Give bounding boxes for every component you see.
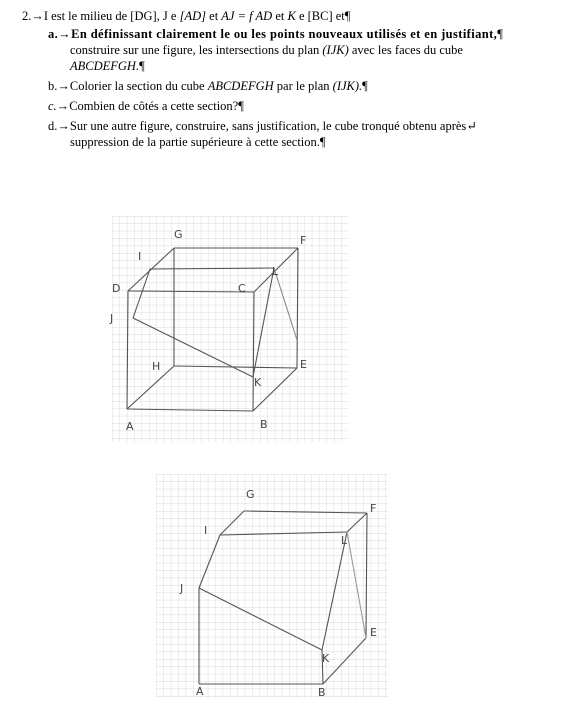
plane-ijk: (IJK). bbox=[332, 79, 363, 93]
label-f: F bbox=[370, 502, 377, 515]
edge-kl bbox=[322, 532, 347, 650]
segment-ad: [AD] bbox=[179, 9, 207, 23]
label-k: K bbox=[254, 376, 262, 389]
edge-fe bbox=[366, 513, 367, 638]
label-e: E bbox=[300, 358, 307, 371]
pilcrow: ¶ bbox=[139, 59, 145, 73]
edge-il bbox=[220, 532, 347, 535]
label-c: C bbox=[238, 282, 246, 295]
tab-arrow: → bbox=[31, 9, 44, 23]
item-a-text: construire sur une figure, les intersections du plan bbox=[70, 43, 323, 57]
item-c-label: c.→ bbox=[48, 99, 70, 113]
item-a-bold-text: En définissant clairement le ou les points nouveaux utilisés et en justifiant, bbox=[71, 27, 498, 41]
edge-jk bbox=[199, 588, 322, 650]
statement-text: et bbox=[272, 9, 288, 23]
label-j: J bbox=[180, 582, 184, 595]
label-k: K bbox=[322, 652, 330, 665]
item-d-text: Sur une autre figure, construire, sans justification, le cube tronqué obtenu après bbox=[69, 119, 467, 133]
edge-ig bbox=[220, 511, 244, 535]
edge-fl bbox=[347, 513, 367, 532]
edge-ji bbox=[199, 535, 220, 588]
pilcrow: ¶ bbox=[319, 135, 326, 149]
label-g: G bbox=[246, 488, 255, 501]
label-l: L bbox=[341, 534, 348, 547]
item-a-label: a.→ bbox=[48, 27, 72, 41]
edge-gf bbox=[244, 511, 367, 513]
point-k: K bbox=[287, 9, 296, 23]
cube-name: ABCDEFGH. bbox=[70, 59, 140, 73]
item-c-text: Combien de côtés a cette section? bbox=[69, 99, 239, 113]
cube-name: ABCDEFGH bbox=[207, 79, 274, 93]
item-b-text: par le plan bbox=[273, 79, 333, 93]
label-d: D bbox=[112, 282, 121, 295]
label-l: L bbox=[272, 265, 279, 278]
label-i: I bbox=[204, 524, 208, 537]
item-a-text: avec les faces du cube bbox=[348, 43, 463, 57]
label-g: G bbox=[174, 228, 183, 241]
pilcrow: ¶ bbox=[238, 99, 244, 113]
edge-le bbox=[347, 532, 366, 638]
label-f: F bbox=[300, 234, 307, 247]
edge-eb bbox=[323, 638, 366, 684]
label-b: B bbox=[260, 418, 268, 431]
label-a: A bbox=[196, 685, 204, 698]
equation-aj: AJ = f AD bbox=[221, 9, 273, 23]
label-j: J bbox=[110, 312, 114, 325]
item-b-label: b.→ bbox=[48, 79, 70, 93]
item-b-text: Colorier la section du cube bbox=[69, 79, 208, 93]
label-h: H bbox=[152, 360, 161, 373]
line-break-mark: ↵ bbox=[466, 119, 477, 133]
statement-text: I est le milieu de [DG], J e bbox=[43, 9, 180, 23]
statement-text: e [BC] et¶ bbox=[295, 9, 351, 23]
label-a: A bbox=[126, 420, 134, 433]
item-d-text: suppression de la partie supérieure à cette section. bbox=[70, 135, 320, 149]
pilcrow: ¶ bbox=[497, 27, 503, 41]
question-number: 2. bbox=[22, 9, 32, 23]
plane-ijk: (IJK) bbox=[322, 43, 349, 57]
item-d-label: d.→ bbox=[48, 119, 70, 133]
label-b: B bbox=[318, 686, 326, 699]
pilcrow: ¶ bbox=[362, 79, 368, 93]
statement-text: et bbox=[206, 9, 222, 23]
label-i: I bbox=[138, 250, 142, 263]
label-e: E bbox=[370, 626, 377, 639]
